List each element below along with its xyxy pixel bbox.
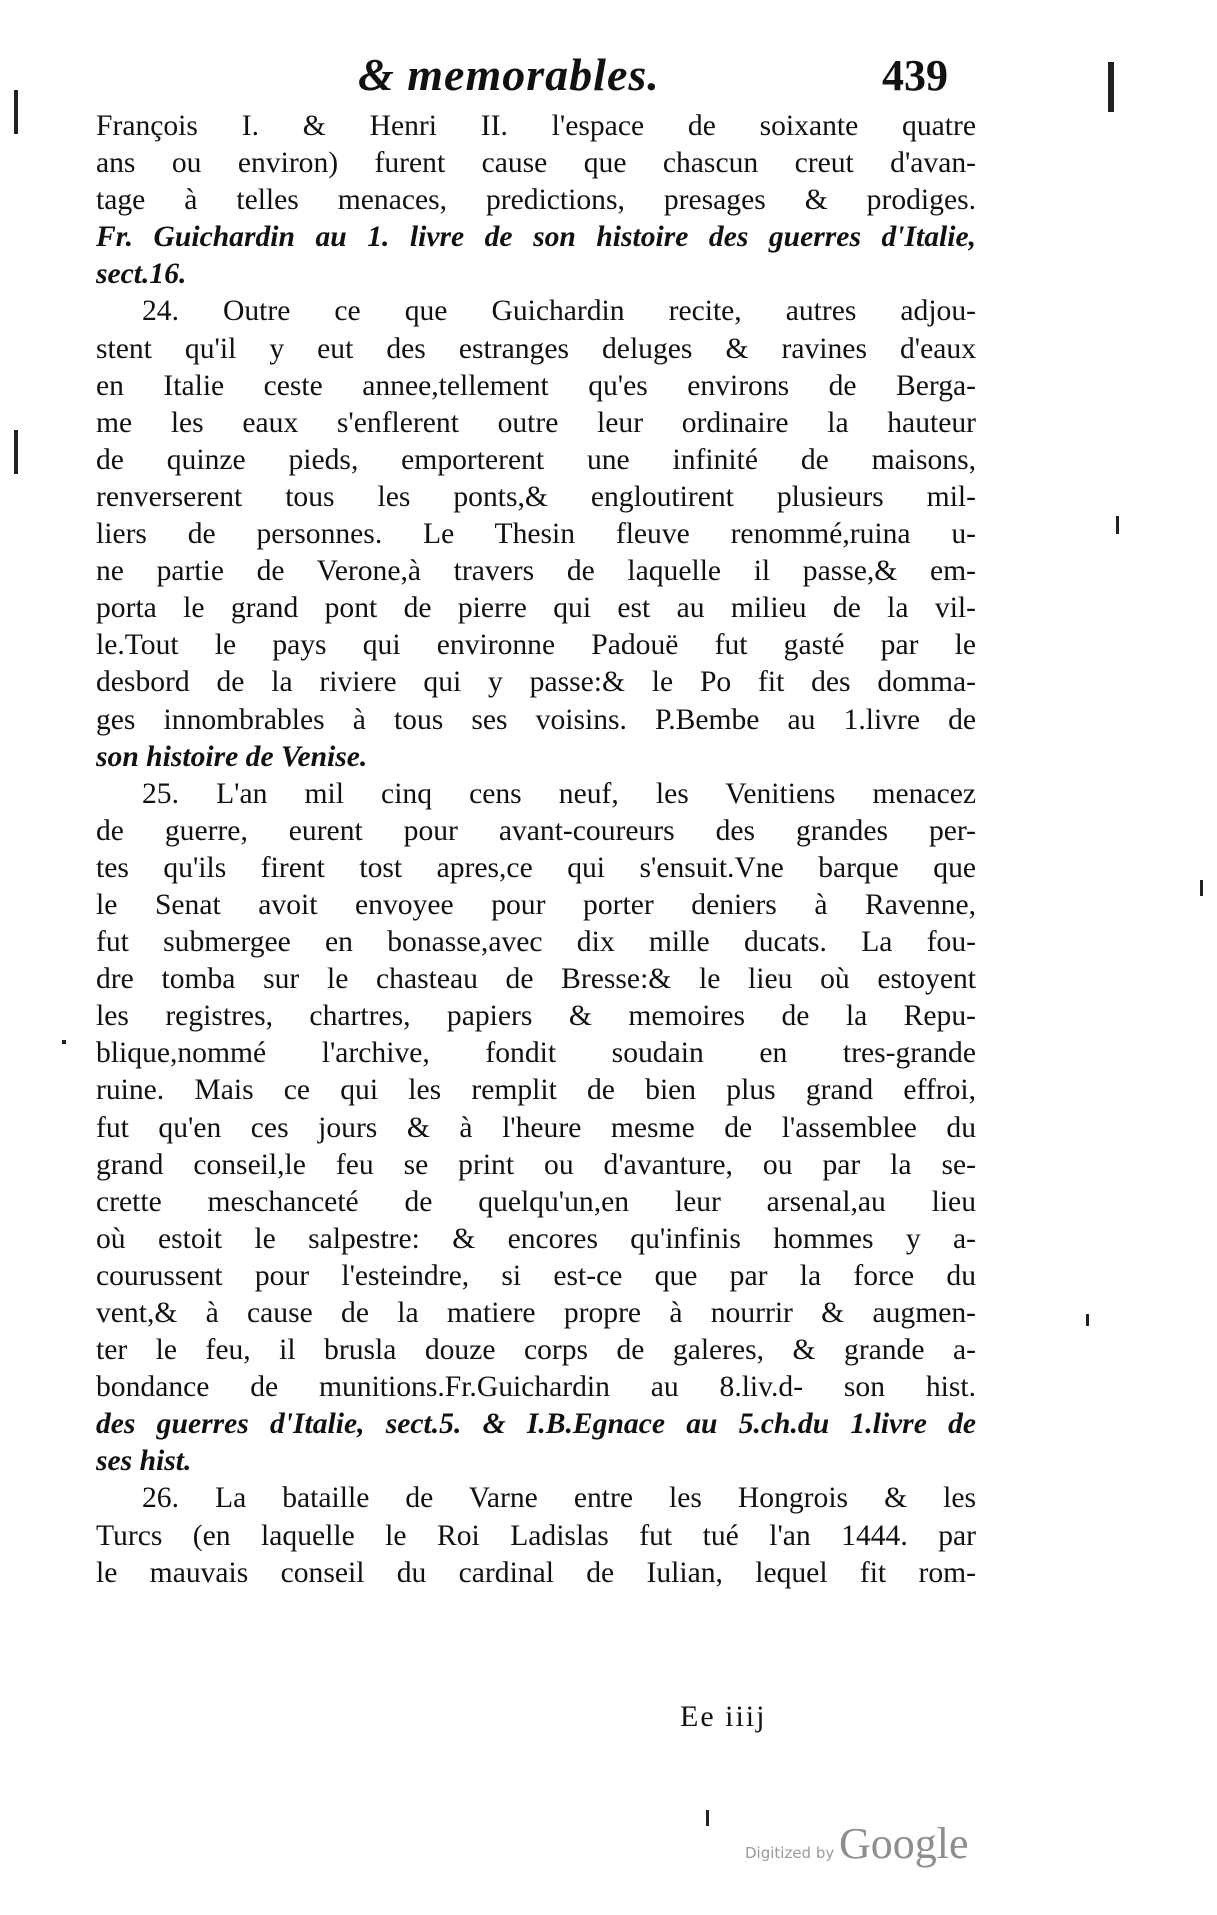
- text-line: ter le feu, il brusla douze corps de galeres, & grande a-: [96, 1334, 976, 1367]
- text-line: le.Tout le pays qui environne Padouë fut gasté par le: [96, 629, 976, 662]
- scan-speck: [1200, 880, 1203, 896]
- text-line: blique,nommé l'archive, fondit soudain en tres-grande: [96, 1037, 976, 1070]
- paragraph-start-26: 26. La bataille de Varne entre les Hongrois & les: [142, 1482, 976, 1515]
- text-line: ges innombrables à tous ses voisins. P.Bembe au 1.livre de: [96, 703, 976, 736]
- running-title: & memorables.: [358, 49, 660, 100]
- citation-line: des guerres d'Italie, sect.5. & I.B.Egnace au 5.ch.du 1.livre de: [96, 1408, 976, 1441]
- text-line: stent qu'il y eut des estranges deluges & ravines d'eaux: [96, 332, 976, 365]
- text-line: où estoit le salpestre: & encores qu'infinis hommes y a-: [96, 1222, 976, 1255]
- scan-speck: [14, 90, 18, 134]
- text-line: porta le grand pont de pierre qui est au milieu de la vil-: [96, 592, 976, 625]
- page-number: 439: [882, 51, 948, 100]
- text-line: bondance de munitions.Fr.Guichardin au 8.liv.d- son hist.: [96, 1371, 976, 1404]
- text-line: me les eaux s'enflerent outre leur ordinaire la hauteur: [96, 406, 976, 439]
- text-line: dre tomba sur le chasteau de Bresse:& le lieu où estoyent: [96, 963, 976, 996]
- text-line: ne partie de Verone,à travers de laquelle il passe,& em-: [96, 555, 976, 588]
- text-line: tage à telles menaces, predictions, presages & prodiges.: [96, 184, 976, 217]
- google-logo: Google: [839, 1819, 969, 1868]
- scan-speck: [14, 430, 18, 474]
- scan-speck: [1086, 1314, 1089, 1326]
- scan-speck: [1108, 62, 1114, 112]
- text-line: en Italie ceste annee,tellement qu'es environs de Berga-: [96, 369, 976, 402]
- text-line: le Senat avoit envoyee pour porter deniers à Ravenne,: [96, 888, 976, 921]
- text-line: liers de personnes. Le Thesin fleuve renommé,ruina u-: [96, 518, 976, 551]
- text-line: vent,& à cause de la matiere propre à nourrir & augmen-: [96, 1297, 976, 1329]
- body-text: [96, 108, 976, 1592]
- text-line: desbord de la riviere qui y passe:& le Po fit des domma-: [96, 666, 976, 699]
- text-line: fut qu'en ces jours & à l'heure mesme de l'assemblee du: [96, 1111, 976, 1144]
- text-line: fut submergee en bonasse,avec dix mille ducats. La fou-: [96, 926, 976, 959]
- google-watermark: [745, 1818, 995, 1878]
- text-line: tes qu'ils firent tost apres,ce qui s'ensuit.Vne barque que: [96, 851, 976, 884]
- text-line: courussent pour l'esteindre, si est-ce que par la force du: [96, 1259, 976, 1292]
- paragraph-start-24: 24. Outre ce que Guichardin recite, autres adjou-: [142, 295, 976, 328]
- text-line: de guerre, eurent pour avant-coureurs des grandes per-: [96, 814, 976, 847]
- text-line: François I. & Henri II. l'espace de soixante quatre: [96, 110, 976, 142]
- text-line: ruine. Mais ce qui les remplit de bien plus grand effroi,: [96, 1074, 976, 1107]
- citation-line: son histoire de Venise.: [96, 740, 368, 773]
- text-line: Turcs (en laquelle le Roi Ladislas fut tué l'an 1444. par: [96, 1519, 976, 1552]
- text-line: grand conseil,le feu se print ou d'avanture, ou par la se-: [96, 1148, 976, 1181]
- text-line: le mauvais conseil du cardinal de Iulian, lequel fit rom-: [96, 1556, 976, 1589]
- digitized-by-label: Digitized by: [745, 1844, 835, 1862]
- scan-speck: [706, 1810, 709, 1826]
- text-line: renverserent tous les ponts,& engloutirent plusieurs mil-: [96, 480, 976, 513]
- citation-line: sect.16.: [96, 258, 187, 291]
- scan-speck: [62, 1040, 66, 1044]
- citation-line: Fr. Guichardin au 1. livre de son histoire des guerres d'Italie,: [96, 221, 976, 254]
- text-line: les registres, chartres, papiers & memoires de la Repu-: [96, 1000, 976, 1033]
- scan-speck: [1116, 516, 1119, 534]
- text-line: de quinze pieds, emporterent une infinité de maisons,: [96, 443, 976, 476]
- paragraph-start-25: 25. L'an mil cinq cens neuf, les Venitiens menacez: [142, 777, 976, 810]
- text-line: crette meschanceté de quelqu'un,en leur arsenal,au lieu: [96, 1185, 976, 1218]
- running-head: [340, 48, 960, 108]
- text-line: ans ou environ) furent cause que chascun creut d'avan-: [96, 147, 976, 180]
- citation-line: ses hist.: [96, 1445, 192, 1478]
- signature-mark: Ee iiij: [680, 1700, 767, 1733]
